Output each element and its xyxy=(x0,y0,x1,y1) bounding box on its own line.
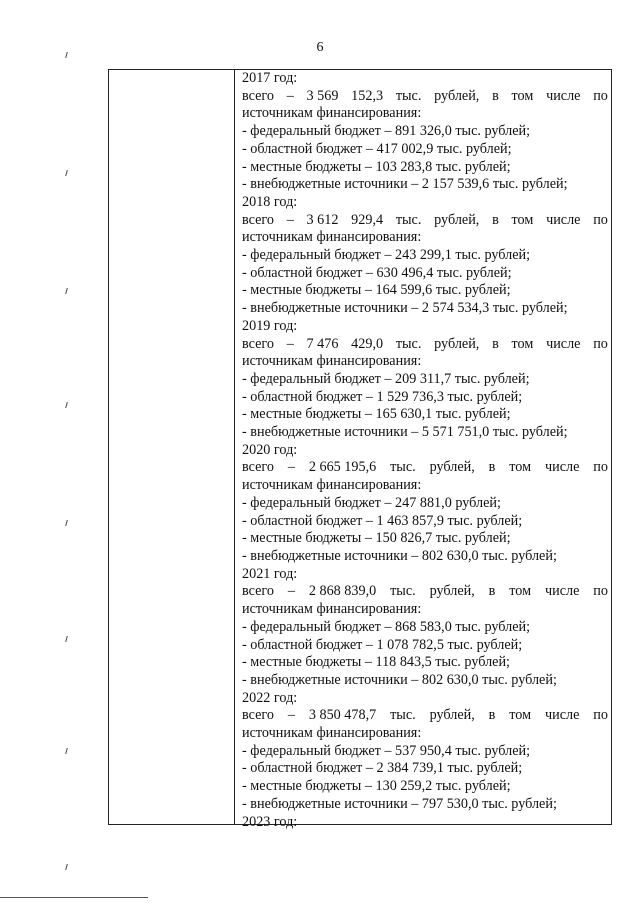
total-word: том xyxy=(509,583,532,600)
funding-source-item: - федеральный бюджет – 247 881,0 рублей; xyxy=(242,494,501,511)
total-word: – xyxy=(286,335,294,352)
total-word: 7 476 xyxy=(306,335,339,352)
total-word: числе xyxy=(546,211,581,228)
total-line xyxy=(242,583,608,601)
total-word: 2 868 839,0 xyxy=(308,583,377,600)
total-word: числе xyxy=(544,583,580,600)
sources-label: источникам финансирования: xyxy=(242,229,422,246)
total-word: всего xyxy=(242,335,274,352)
funding-source-item: - федеральный бюджет – 868 583,0 тыс. рублей; xyxy=(242,618,531,635)
margin-mark xyxy=(65,288,71,294)
year-heading: 2021 год: xyxy=(242,565,298,582)
total-word: по xyxy=(593,335,608,352)
total-word: числе xyxy=(544,459,580,476)
total-word: по xyxy=(593,87,608,104)
total-word: тыс. xyxy=(395,87,422,104)
sources-label: источникам финансирования: xyxy=(242,353,422,370)
sources-label: источникам финансирования: xyxy=(242,725,422,742)
total-word: том xyxy=(509,459,532,476)
funding-source-item: - федеральный бюджет – 209 311,7 тыс. рублей; xyxy=(242,370,530,387)
total-word: всего xyxy=(242,459,274,476)
funding-source-item: - внебюджетные источники – 802 630,0 тыс. рублей; xyxy=(242,547,557,564)
total-word: в xyxy=(488,459,496,476)
total-word: том xyxy=(511,335,534,352)
total-word: по xyxy=(593,459,608,476)
total-word: 152,3 xyxy=(351,87,384,104)
total-word: всего xyxy=(242,707,274,724)
total-word: том xyxy=(509,707,532,724)
total-word: в xyxy=(492,211,499,228)
funding-source-item: - местные бюджеты – 164 599,6 тыс. рублей; xyxy=(242,282,511,299)
funding-table xyxy=(108,69,612,830)
funding-source-item: - областной бюджет – 2 384 739,1 тыс. рублей; xyxy=(242,760,523,777)
funding-source-item: - областной бюджет – 1 463 857,9 тыс. рублей; xyxy=(242,512,523,529)
total-word: тыс. xyxy=(390,707,416,724)
total-line xyxy=(242,212,608,230)
total-word: числе xyxy=(544,707,580,724)
total-word: – xyxy=(286,211,294,228)
funding-source-item: - местные бюджеты – 165 630,1 тыс. рублей; xyxy=(242,406,511,423)
total-word: рублей, xyxy=(429,707,475,724)
column-divider xyxy=(234,70,235,824)
year-heading: 2017 год: xyxy=(242,70,298,86)
total-line xyxy=(242,707,608,725)
total-word: тыс. xyxy=(395,335,422,352)
funding-source-item: - областной бюджет – 630 496,4 тыс. рублей; xyxy=(242,264,512,281)
funding-source-item: - внебюджетные источники – 797 530,0 тыс. рублей; xyxy=(242,795,557,812)
total-word: рублей, xyxy=(434,211,480,228)
margin-mark xyxy=(65,520,71,526)
funding-source-item: - местные бюджеты – 103 283,8 тыс. рублей; xyxy=(242,158,511,175)
total-line xyxy=(242,88,608,106)
total-word: том xyxy=(511,211,534,228)
total-word: – xyxy=(287,707,295,724)
funding-source-item: - федеральный бюджет – 891 326,0 тыс. рублей; xyxy=(242,123,531,140)
total-word: 2 665 195,6 xyxy=(308,459,377,476)
funding-source-item: - внебюджетные источники – 802 630,0 тыс. рублей; xyxy=(242,671,557,688)
funding-source-item: - областной бюджет – 1 529 736,3 тыс. рублей; xyxy=(242,388,523,405)
page-number: 6 xyxy=(316,40,324,55)
total-word: 929,4 xyxy=(351,211,384,228)
margin-mark xyxy=(65,402,71,408)
total-word: числе xyxy=(546,87,581,104)
total-word: рублей, xyxy=(434,87,480,104)
margin-mark xyxy=(65,748,71,754)
total-word: 3 850 478,7 xyxy=(308,707,377,724)
total-word: в xyxy=(488,707,496,724)
total-word: по xyxy=(593,211,608,228)
total-word: – xyxy=(287,459,295,476)
year-heading: 2022 год: xyxy=(242,689,298,706)
funding-source-item: - областной бюджет – 417 002,9 тыс. рублей; xyxy=(242,140,512,157)
funding-source-item: - местные бюджеты – 150 826,7 тыс. рублей; xyxy=(242,530,511,547)
year-heading: 2023 год: xyxy=(242,813,298,830)
margin-mark xyxy=(65,636,71,642)
total-word: – xyxy=(286,87,294,104)
total-word: рублей, xyxy=(429,583,475,600)
total-word: том xyxy=(511,87,534,104)
funding-source-item: - местные бюджеты – 118 843,5 тыс. рублей; xyxy=(242,654,510,671)
total-word: 3 612 xyxy=(306,211,339,228)
funding-source-item: - областной бюджет – 1 078 782,5 тыс. рублей; xyxy=(242,636,523,653)
funding-text-cell xyxy=(242,70,608,831)
total-word: в xyxy=(488,583,496,600)
funding-source-item: - внебюджетные источники – 2 157 539,6 тыс. рублей; xyxy=(242,176,568,193)
funding-source-item: - местные бюджеты – 130 259,2 тыс. рублей; xyxy=(242,778,511,795)
total-word: рублей, xyxy=(434,335,480,352)
total-word: – xyxy=(287,583,295,600)
funding-source-item: - внебюджетные источники – 5 571 751,0 тыс. рублей; xyxy=(242,424,568,441)
sources-label: источникам финансирования: xyxy=(242,477,422,494)
margin-mark xyxy=(65,864,71,870)
total-word: числе xyxy=(546,335,581,352)
total-word: тыс. xyxy=(390,583,416,600)
total-word: в xyxy=(492,87,499,104)
total-word: тыс. xyxy=(390,459,416,476)
total-word: тыс. xyxy=(395,211,422,228)
funding-source-item: - внебюджетные источники – 2 574 534,3 тыс. рублей; xyxy=(242,300,568,317)
sources-label: источникам финансирования: xyxy=(242,105,422,122)
total-word: всего xyxy=(242,87,274,104)
margin-mark xyxy=(65,52,71,58)
total-word: всего xyxy=(242,583,274,600)
funding-source-item: - федеральный бюджет – 243 299,1 тыс. рублей; xyxy=(242,247,531,264)
total-word: рублей, xyxy=(429,459,475,476)
total-line xyxy=(242,336,608,354)
total-word: 3 569 xyxy=(306,87,339,104)
total-word: по xyxy=(593,583,608,600)
footer-rule xyxy=(0,897,148,898)
year-heading: 2018 год: xyxy=(242,193,298,210)
total-word: в xyxy=(492,335,499,352)
total-word: по xyxy=(593,707,608,724)
sources-label: источникам финансирования: xyxy=(242,601,422,618)
year-heading: 2019 год: xyxy=(242,317,298,334)
year-heading: 2020 год: xyxy=(242,441,298,458)
margin-mark xyxy=(65,170,71,176)
total-line xyxy=(242,459,608,477)
total-word: всего xyxy=(242,211,274,228)
total-word: 429,0 xyxy=(351,335,384,352)
funding-source-item: - федеральный бюджет – 537 950,4 тыс. рублей; xyxy=(242,742,531,759)
